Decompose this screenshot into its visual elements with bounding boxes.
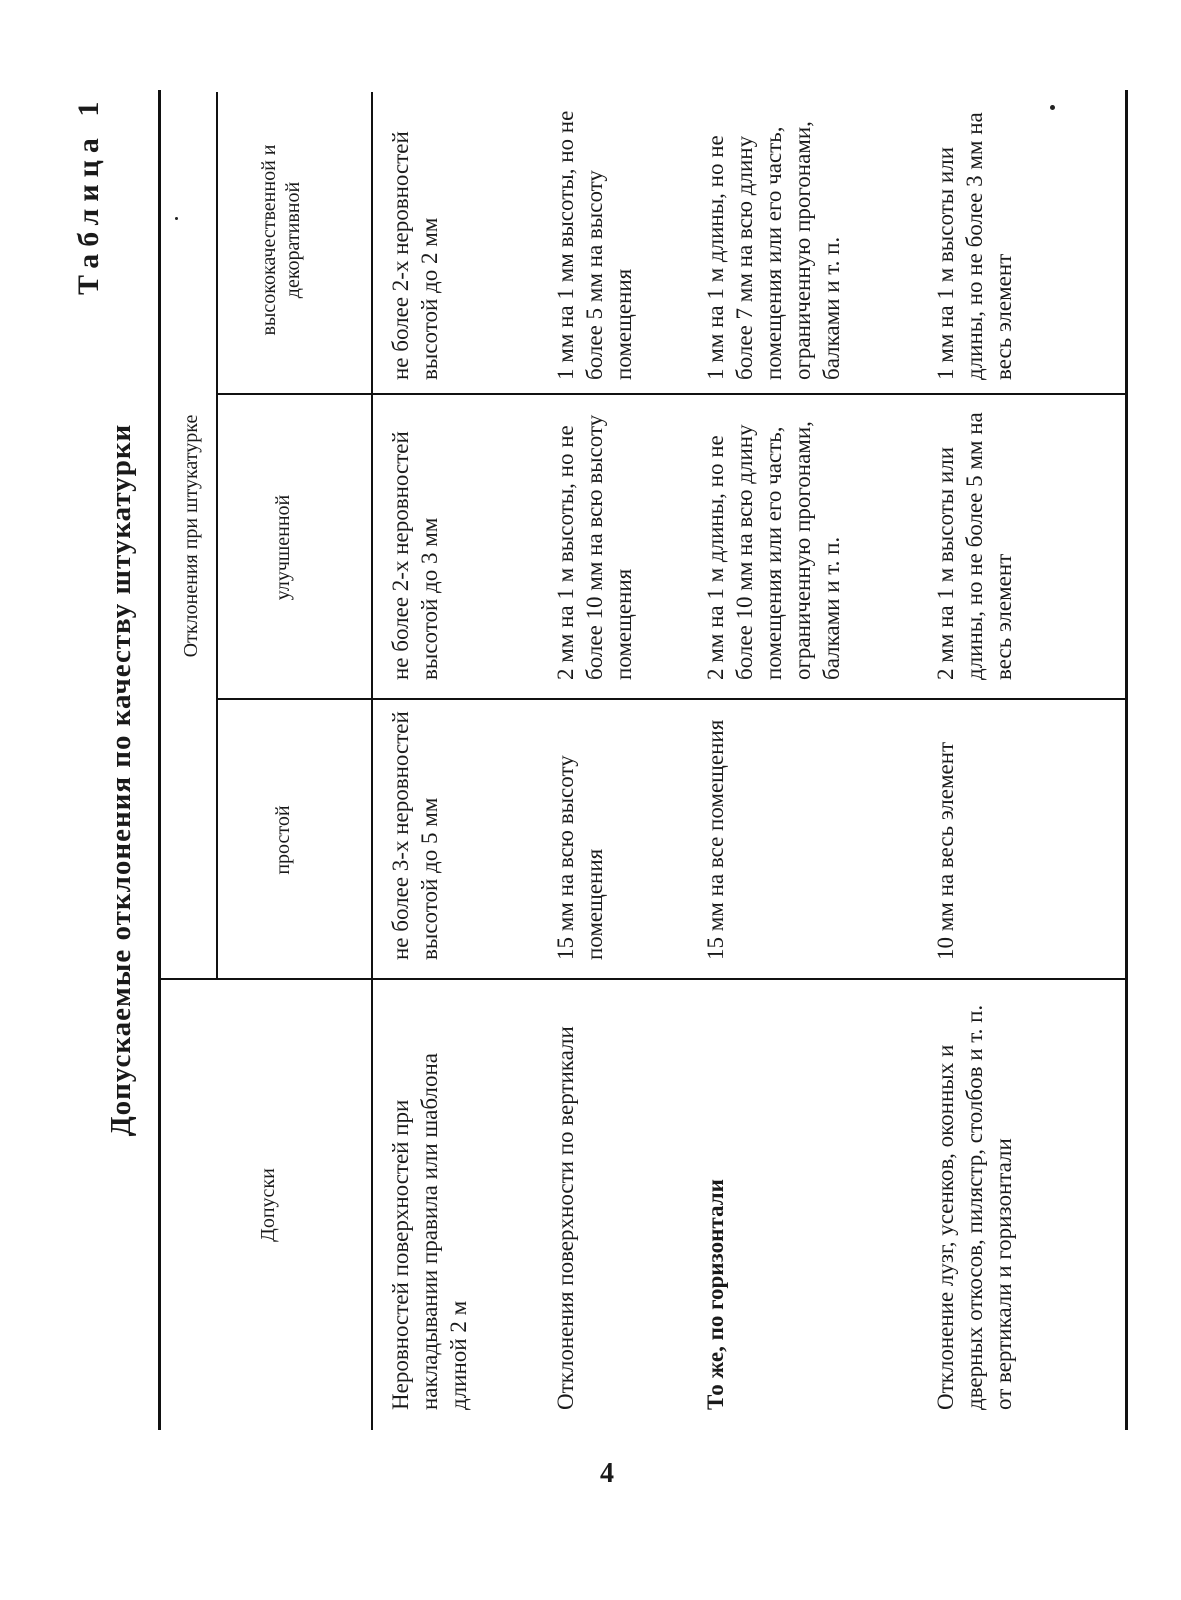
col-divider-1 — [161, 978, 1127, 980]
header-tolerance: Допуски — [257, 1168, 279, 1242]
header-bottom-line — [371, 92, 373, 1430]
table-cell: 10 мм на весь элемент — [933, 741, 958, 960]
table-cell: Отклонения поверхности по вертикали — [553, 1026, 578, 1410]
page-title: Допускаемые отклонения по качеству штукатурки — [105, 423, 137, 1137]
scan-speck — [175, 217, 178, 220]
page-number: 4 — [600, 1458, 614, 1489]
header-group: Отклонения при штукатурке — [180, 414, 202, 658]
table-cell: Отклонение лузг, усенков, оконных и дверных откосов, пилястр, столбов и т. п. от вертикали и горизонтали — [933, 1004, 1016, 1410]
table-cell: 15 мм на все помещения — [703, 719, 728, 960]
table-cell: Неровностей поверхностей при накладывании правила или шаблона длиной 2 м — [388, 1053, 471, 1410]
tolerance-table — [158, 90, 1128, 1430]
scan-speck — [1050, 105, 1055, 110]
header-high: высококачественной и декоративной — [258, 144, 304, 336]
table-cell: 1 мм на 1 мм высоты, но не более 5 мм на высоту помещения — [553, 110, 636, 380]
group-header-line — [216, 92, 218, 980]
header-improved: улучшенной — [272, 494, 294, 601]
table-cell: не более 3-х неровностей высотой до 5 мм — [388, 711, 442, 960]
table-cell: не более 2-х неровностей высотой до 2 мм — [388, 131, 442, 380]
table-cell: 2 мм на 1 м высоты или длины, но не более 5 мм на весь элемент — [933, 412, 1016, 680]
table-cell: не более 2-х неровностей высотой до 3 мм — [388, 431, 442, 680]
col-divider-2 — [216, 698, 1127, 700]
table-cell: 1 мм на 1 м длины, но не более 7 мм на всю длину помещения или его часть, ограниченную прогонами, балками и т. п. — [703, 121, 844, 380]
table-cell: То же, по горизонтали — [703, 1179, 728, 1410]
header-simple: простой — [272, 805, 294, 875]
table-cell: 15 мм на всю высоту помещения — [553, 755, 607, 960]
table-cell: 2 мм на 1 м длины, но не более 10 мм на всю длину помещения или его часть, ограниченную прогонами, балками и т. п. — [703, 421, 844, 680]
table-cell: 2 мм на 1 м высоты, но не более 10 мм на всю высоту помещения — [553, 414, 636, 680]
table-label: Таблица 1 — [72, 94, 105, 295]
col-divider-3 — [216, 393, 1127, 395]
table-cell: 1 мм на 1 м высоты или длины, но не более 3 мм на весь элемент — [933, 112, 1016, 380]
